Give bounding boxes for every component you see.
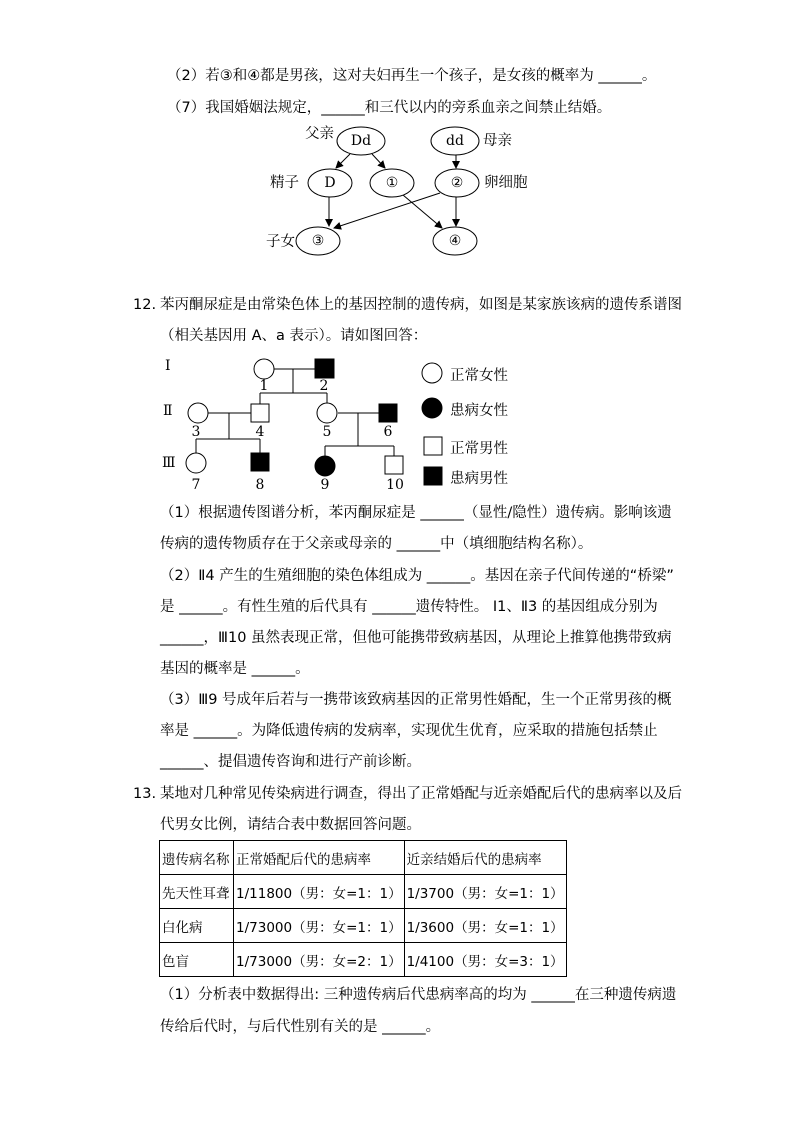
child-3-text: ③	[311, 233, 325, 249]
q12-part2-line-d: 基因的概率是 ______。	[160, 661, 310, 677]
q12-part3-line-c: ______、提倡遗传咨询和进行产前诊断。	[160, 754, 421, 770]
q12-part1-line-b: 传病的遗传物质存在于父亲或母亲的 ______中（填细胞结构名称）。	[160, 536, 593, 552]
q12-part2-line-c: ______，Ⅲ10 虽然表现正常，但他可能携带致病基因，从理论上推算他携带致病	[160, 630, 672, 646]
pedigree-III9-affected-female	[315, 456, 335, 476]
pedigree-I1-normal-female	[254, 359, 274, 379]
legend-affected-female: 患病女性	[450, 403, 508, 419]
table-cell: 1/73000（男：女=1：1）	[234, 909, 405, 943]
q13-number: 13.	[133, 786, 157, 802]
q12-part2-line-b: 是 ______。有性生殖的后代具有 ______遗传特性。 Ⅰ1、Ⅱ3 的基因组成分别为	[160, 599, 658, 615]
pedigree-id-6: 6	[383, 424, 393, 440]
egg-label: 卵细胞	[484, 175, 528, 191]
pedigree-id-10: 10	[386, 477, 404, 493]
q12-number: 12.	[133, 297, 157, 313]
pedigree-id-1: 1	[259, 378, 269, 394]
table-cell: 先天性耳聋	[160, 875, 234, 909]
q13-stem-2: 代男女比例，请结合表中数据回答问题。	[160, 817, 421, 833]
table-row	[160, 943, 567, 977]
q12-part3-line-b: 率是 ______。为降低遗传病的发病率，实现优生优育，应采取的措施包括禁止	[160, 723, 658, 739]
pedigree-II5-normal-female	[317, 403, 337, 423]
table-header-row	[160, 841, 567, 875]
pedigree-id-5: 5	[322, 424, 332, 440]
table-cell: 1/3600（男：女=1：1）	[404, 909, 566, 943]
pedigree-III7-normal-female	[186, 453, 206, 473]
table-cell: 色盲	[160, 943, 234, 977]
legend-normal-female: 正常女性	[450, 368, 508, 384]
pedigree-id-7: 7	[191, 477, 201, 493]
sperm-label: 精子	[270, 175, 299, 191]
table-header-cell: 遗传病名称	[160, 841, 234, 875]
generation-I-label: Ⅰ	[165, 358, 171, 374]
pedigree-I2-affected-male	[315, 359, 334, 378]
arrow-1-to-4	[403, 195, 442, 228]
table-cell: 白化病	[160, 909, 234, 943]
pedigree-id-4: 4	[255, 424, 265, 440]
q13-part1-line-a: （1）分析表中数据得出: 三种遗传病后代患病率高的均为 ______在三种遗传病遗	[160, 987, 677, 1003]
egg-2-text: ②	[450, 175, 464, 191]
pedigree-id-2: 2	[319, 378, 329, 394]
pedigree-id-8: 8	[255, 477, 265, 493]
sperm-1-text: ①	[385, 175, 399, 191]
generation-II-label: Ⅱ	[163, 403, 173, 419]
legend-affected-male: 患病男性	[450, 471, 508, 487]
arrow-father-to-1	[372, 154, 385, 168]
q12-part2-line-a: （2）Ⅱ4 产生的生殖细胞的染色体组成为 ______。基因在亲子代间传递的“桥梁”	[160, 568, 674, 584]
legend-normal-male: 正常男性	[450, 441, 508, 457]
q11-part2-text: （2）若③和④都是男孩，这对夫妇再生一个孩子，是女孩的概率为 ______。	[167, 68, 657, 84]
pedigree-III8-affected-male	[251, 453, 269, 471]
table-cell: 1/3700（男：女=1：1）	[404, 875, 566, 909]
mother-label: 母亲	[483, 133, 512, 149]
table-cell: 1/4100（男：女=3：1）	[404, 943, 566, 977]
arrow-father-to-D	[336, 154, 350, 168]
table-cell: 1/73000（男：女=2：1）	[234, 943, 405, 977]
father-genotype: Dd	[350, 133, 372, 149]
father-label: 父亲	[305, 126, 334, 142]
legend-affected-male-icon	[424, 467, 442, 485]
table-row	[160, 875, 567, 909]
q12-stem-2: （相关基因用 A、a 表示）。请如图回答：	[160, 328, 428, 344]
pedigree-II4-normal-male	[251, 404, 269, 422]
child-4-text: ④	[448, 233, 462, 249]
pedigree-id-9: 9	[320, 477, 330, 493]
q12-part1-line-a: （1）根据遗传图谱分析，苯丙酮尿症是 ______（显性/隐性）遗传病。影响该遗	[160, 505, 672, 521]
table-header-cell: 近亲结婚后代的患病率	[404, 841, 566, 875]
pedigree-II3-normal-female	[188, 403, 208, 423]
pedigree-lines	[196, 369, 394, 456]
arrow-2-to-3	[334, 193, 440, 228]
table-cell: 1/11800（男：女=1：1）	[234, 875, 405, 909]
legend-affected-female-icon	[422, 398, 442, 418]
pedigree-id-3: 3	[191, 424, 201, 440]
mother-genotype: dd	[446, 133, 464, 149]
pedigree-II6-affected-male	[379, 404, 397, 422]
sperm-D-text: D	[324, 175, 336, 191]
legend-normal-female-icon	[422, 363, 442, 383]
pedigree-III10-normal-male	[385, 456, 403, 474]
q12-stem-1: 苯丙酮尿症是由常染色体上的基因控制的遗传病，如图是某家族该病的遗传系谱图	[160, 297, 682, 313]
q13-part1-line-b: 传给后代时，与后代性别有关的是 ______。	[160, 1019, 441, 1035]
q11-part7-text: （7）我国婚姻法规定，______和三代以内的旁系血亲之间禁止结婚。	[167, 100, 612, 116]
q13-stem-1: 某地对几种常见传染病进行调查，得出了正常婚配与近亲婚配后代的患病率以及后	[160, 786, 682, 802]
legend-normal-male-icon	[424, 437, 442, 455]
disease-rate-table	[159, 840, 567, 977]
q12-part3-line-a: （3）Ⅲ9 号成年后若与一携带该致病基因的正常男性婚配，生一个正常男孩的概	[160, 692, 672, 708]
generation-III-label: Ⅲ	[162, 455, 176, 471]
children-label: 子女	[266, 234, 295, 250]
table-header-cell: 正常婚配后代的患病率	[234, 841, 405, 875]
table-row	[160, 909, 567, 943]
